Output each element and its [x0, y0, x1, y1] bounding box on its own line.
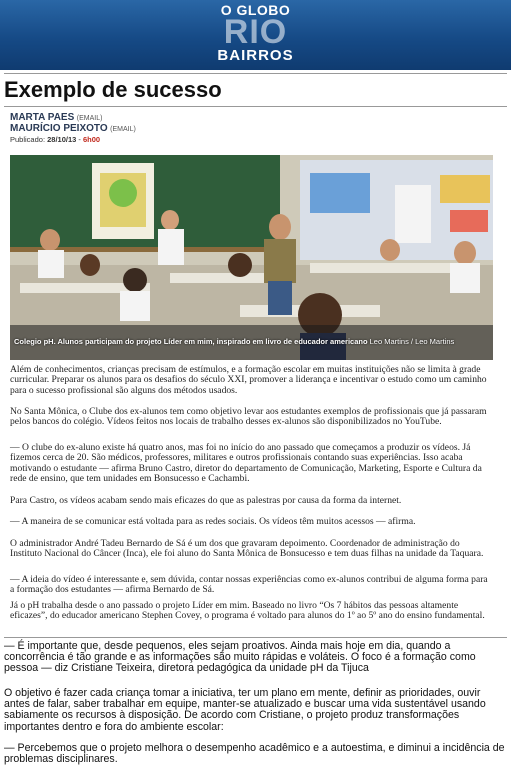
photo-credit: Leo Martins / Leo Martins	[369, 337, 455, 346]
article-paragraph: O administrador André Tadeu Bernardo de Sá é um dos que gravaram depoimento. Coordenador de administração do Instituto Nacional do Câncer (Inca), ele foi aluno do Santa Mônica de Bonsucesso e tem duas filhas na unidade da Taquara.	[10, 538, 484, 560]
article-paragraph: No Santa Mônica, o Clube dos ex-alunos tem como objetivo levar aos estudantes exemplos de profissionais que já passaram pelos bancos do colégio. Vídeos feitos nos locais de trabalho desses ex-alunos são disponibilizados no YouTube.	[10, 406, 487, 428]
quote-paragraph: O objetivo é fazer cada criança tomar a iniciativa, ter um plano em mente, definir as prioridades, ouvir antes de falar, saber trabalhar em equipe, manter-se atualizado e buscar uma vida sustentável usando sabiamente os recursos à disposição. De acordo com Cristiane, o projeto produz transformações importantes dentro e fora do ambiente escolar:	[4, 687, 486, 733]
city-label: RIO	[223, 13, 288, 51]
author-name[interactable]: MARTA PAES	[10, 112, 75, 123]
article-paragraph: — A maneira de se comunicar está voltada para as redes sociais. Os vídeos têm muitos acessos — afirma.	[10, 516, 416, 527]
masthead	[0, 0, 511, 70]
published-separator: -	[76, 135, 83, 144]
author-email-link[interactable]: (EMAIL)	[76, 115, 103, 122]
headline-divider	[4, 106, 507, 107]
quote-paragraph: — É importante que, desde pequenos, eles sejam proativos. Ainda mais hoje em dia, quando a concorrência é tão grande e as informações são muito rápidas e voláteis. O foco é a formação como pessoa — diz Cristiane Teixeira, diretora pedagógica da unidade pH da Tijuca	[4, 640, 476, 675]
classroom-photo	[10, 155, 493, 360]
photo-caption	[14, 337, 484, 346]
top-divider	[4, 73, 507, 74]
article-paragraph: Para Castro, os vídeos acabam sendo mais eficazes do que as palestras por causa da forma da internet.	[10, 495, 402, 506]
article-paragraph: — O clube do ex-aluno existe há quatro anos, mas foi no início do ano passado que começamos a produzir os vídeos. Já fizemos cerca de 20. São médicos, professores, militares e outros profissionais contando suas experiências. Isso acaba motivando o estudante — afirma Bruno Castro, diretor do departamento de Comunicação, Marketing, Esporte e Cultura da rede de ensino, que tem unidades em Bonsucesso e Cachambi.	[10, 442, 482, 485]
article-photo[interactable]	[10, 155, 493, 360]
publish-info	[10, 135, 100, 144]
article-paragraph: Já o pH trabalha desde o ano passado o projeto Líder em mim. Baseado no livro “Os 7 hábitos das pessoas altamente eficazes”, do educador americano Stephen Covey, o programa é voltado para alunos do 1º ao 5º ano do ensino fundamental.	[10, 600, 485, 622]
brand-logo[interactable]: O GLOBO	[220, 2, 291, 18]
article-headline: Exemplo de sucesso	[4, 77, 222, 102]
author-name[interactable]: MAURÍCIO PEIXOTO	[10, 123, 108, 134]
author-byline	[10, 123, 136, 135]
article-paragraph: Além de conhecimentos, crianças precisam de estímulos, e a formação escolar em muitas instituições não se limita à grade curricular. Preparar os alunos para os desafios do século XXI, promover a liderança e incentivar o estudo como um caminho para o sucesso profissional são alguns dos métodos usados.	[10, 364, 487, 396]
article-paragraph: — A ideia do vídeo é interessante e, sem dúvida, contar nossas experiências como ex-alunos contribui de alguma forma para a formação dos estudantes — afirma Bernardo de Sá.	[10, 574, 488, 596]
author-email-link[interactable]: (EMAIL)	[110, 126, 136, 133]
section-label[interactable]: BAIRROS	[217, 47, 294, 64]
published-time: 6h00	[83, 135, 101, 144]
published-date: 28/10/13	[47, 135, 77, 144]
published-label: Publicado:	[10, 135, 46, 144]
caption-text: Colegio pH. Alunos participam do projeto Líder em mim, inspirado em livro de educador americano	[14, 337, 368, 346]
quote-paragraph: — Percebemos que o projeto melhora o desempenho acadêmico e a autoestima, e diminui a incidência de problemas disciplinares.	[4, 742, 505, 766]
section-divider	[4, 637, 507, 638]
